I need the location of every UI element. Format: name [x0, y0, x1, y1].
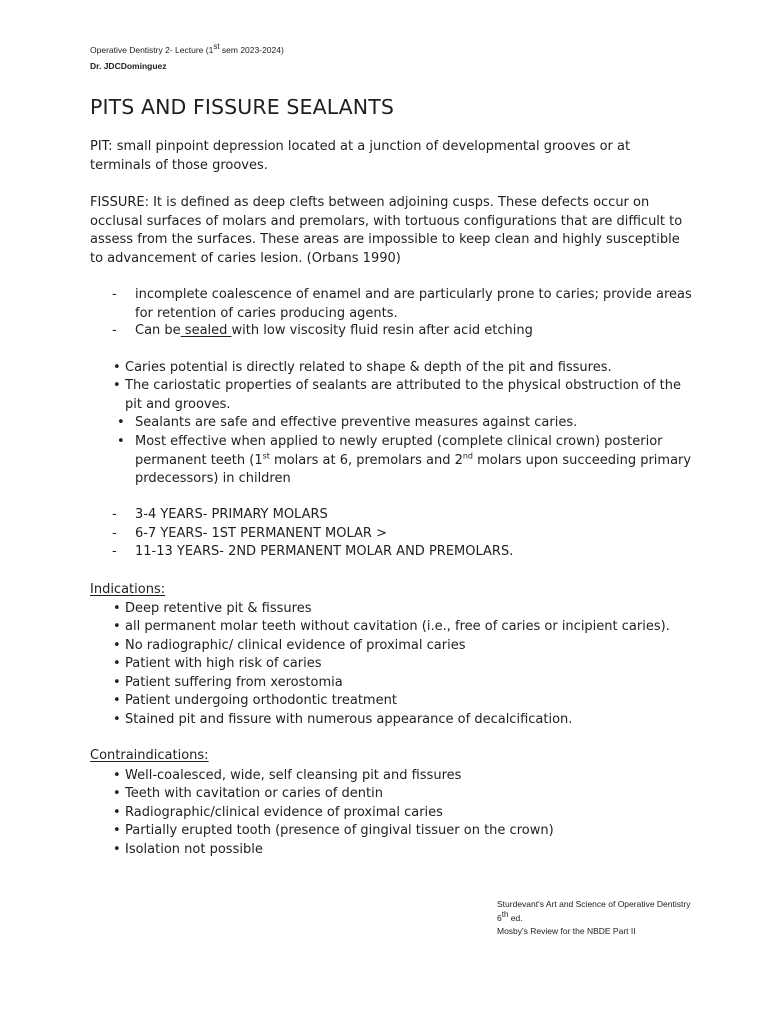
indication-item: Patient suffering from xerostomia — [125, 675, 343, 690]
effective-text-a: Most effective when applied to newly erupted (complete clinical crown) posterior permanent teeth (1 — [135, 434, 663, 468]
bullet-marker: • — [113, 823, 121, 838]
page-title: PITS AND FISSURE SEALANTS — [90, 95, 394, 119]
dash-marker: - — [112, 526, 117, 541]
bullet-marker: • — [113, 378, 121, 393]
bullet-most-effective — [135, 433, 695, 489]
reference-sturdevant — [497, 898, 697, 939]
bullet-marker: • — [117, 415, 125, 430]
dash-marker: - — [112, 507, 117, 522]
dash-marker: - — [112, 287, 117, 302]
sealed-underlined: sealed — [180, 323, 232, 338]
fissure-definition — [90, 194, 690, 268]
bullet-marker: • — [113, 693, 121, 708]
age-item: 3-4 YEARS- PRIMARY MOLARS — [135, 507, 328, 522]
bullet-marker: • — [113, 768, 121, 783]
bullet-marker: • — [113, 786, 121, 801]
indications-heading: Indications: — [90, 582, 166, 597]
contraindication-item: Radiographic/clinical evidence of proximal caries — [125, 805, 443, 820]
bullet-marker: • — [113, 712, 121, 727]
pit-text: small pinpoint depression located at a junction of developmental grooves or at terminals of those grooves. — [90, 139, 631, 173]
contraindication-item: Isolation not possible — [125, 842, 263, 857]
bullet-marker: • — [113, 638, 121, 653]
bullet-marker: • — [113, 805, 121, 820]
effective-sup-1: st — [262, 451, 270, 461]
contraindication-item: Well-coalesced, wide, self cleansing pit and fissures — [125, 768, 462, 783]
dash-marker: - — [112, 323, 117, 338]
fissure-text: : It is defined as deep clefts between adjoining cusps. These defects occur on occlusal surfaces of molars and premolars, with tortuous configurations that are difficult to assess from the surfaces. These areas are impossible to keep clean and highly susceptible to advancement of caries lesion. (Orbans 1990) — [90, 195, 683, 266]
ref1-superscript: th — [501, 909, 509, 919]
bullet-marker: • — [113, 675, 121, 690]
bullet-marker: • — [113, 360, 121, 375]
course-text: Operative Dentistry 2- Lecture (1 — [90, 45, 214, 55]
sealed-text-a: Can be — [135, 323, 181, 338]
bullet-marker: • — [113, 619, 121, 634]
sealed-text-b: with low viscosity fluid resin after acid etching — [231, 323, 533, 338]
bullet-marker: • — [113, 656, 121, 671]
instructor-name: Dr. JDCDominguez — [90, 61, 167, 71]
course-text-rest: sem 2023-2024) — [219, 45, 284, 55]
pit-definition — [90, 138, 690, 175]
dash-item-sealed — [135, 322, 695, 341]
effective-text-c: molars upon succeeding primary prdecessors) in children — [135, 452, 692, 486]
cariostatic-text: The cariostatic properties of sealants are attributed to the physical obstruction of the pit and grooves. — [125, 378, 682, 412]
indication-item: Patient with high risk of caries — [125, 656, 322, 671]
course-superscript: st — [213, 42, 220, 52]
indication-item: Deep retentive pit & fissures — [125, 601, 312, 616]
bullet-cariostatic — [125, 377, 685, 414]
ref1-text: Sturdevant's Art and Science of Operative Dentistry 6 — [497, 899, 691, 923]
indication-item: all permanent molar teeth without cavitation (i.e., free of caries or incipient caries). — [125, 619, 670, 634]
indication-item: No radiographic/ clinical evidence of proximal caries — [125, 638, 466, 653]
bullet-marker: • — [113, 842, 121, 857]
ref1-edition: ed. — [508, 912, 523, 923]
fissure-term: FISSURE — [90, 195, 145, 210]
bullet-marker: • — [117, 434, 125, 449]
contraindications-heading: Contraindications: — [90, 748, 209, 763]
contraindication-item: Partially erupted tooth (presence of gingival tissuer on the crown) — [125, 823, 554, 838]
age-item: 11-13 YEARS- 2ND PERMANENT MOLAR AND PREMOLARS. — [135, 544, 514, 559]
age-item: 6-7 YEARS- 1ST PERMANENT MOLAR > — [135, 526, 387, 541]
ref2-text: Mosby's Review for the NBDE Part II — [497, 926, 636, 936]
pit-term: PIT: — [90, 139, 113, 154]
dash-item-coalescence: incomplete coalescence of enamel and are particularly prone to caries; provide areas for retention of caries producing agents. — [135, 287, 692, 321]
effective-sup-2: nd — [462, 451, 474, 461]
indication-item: Stained pit and fissure with numerous appearance of decalcification. — [125, 712, 573, 727]
indication-item: Patient undergoing orthodontic treatment — [125, 693, 397, 708]
effective-text-b: molars at 6, premolars and 2 — [269, 452, 463, 468]
contraindication-item: Teeth with cavitation or caries of dentin — [125, 786, 383, 801]
course-header — [90, 42, 284, 55]
bullet-marker: • — [113, 601, 121, 616]
bullet-caries-potential: Caries potential is directly related to shape & depth of the pit and fissures. — [125, 360, 612, 375]
bullet-sealants-safe: Sealants are safe and effective preventive measures against caries. — [135, 415, 578, 430]
dash-marker: - — [112, 544, 117, 559]
